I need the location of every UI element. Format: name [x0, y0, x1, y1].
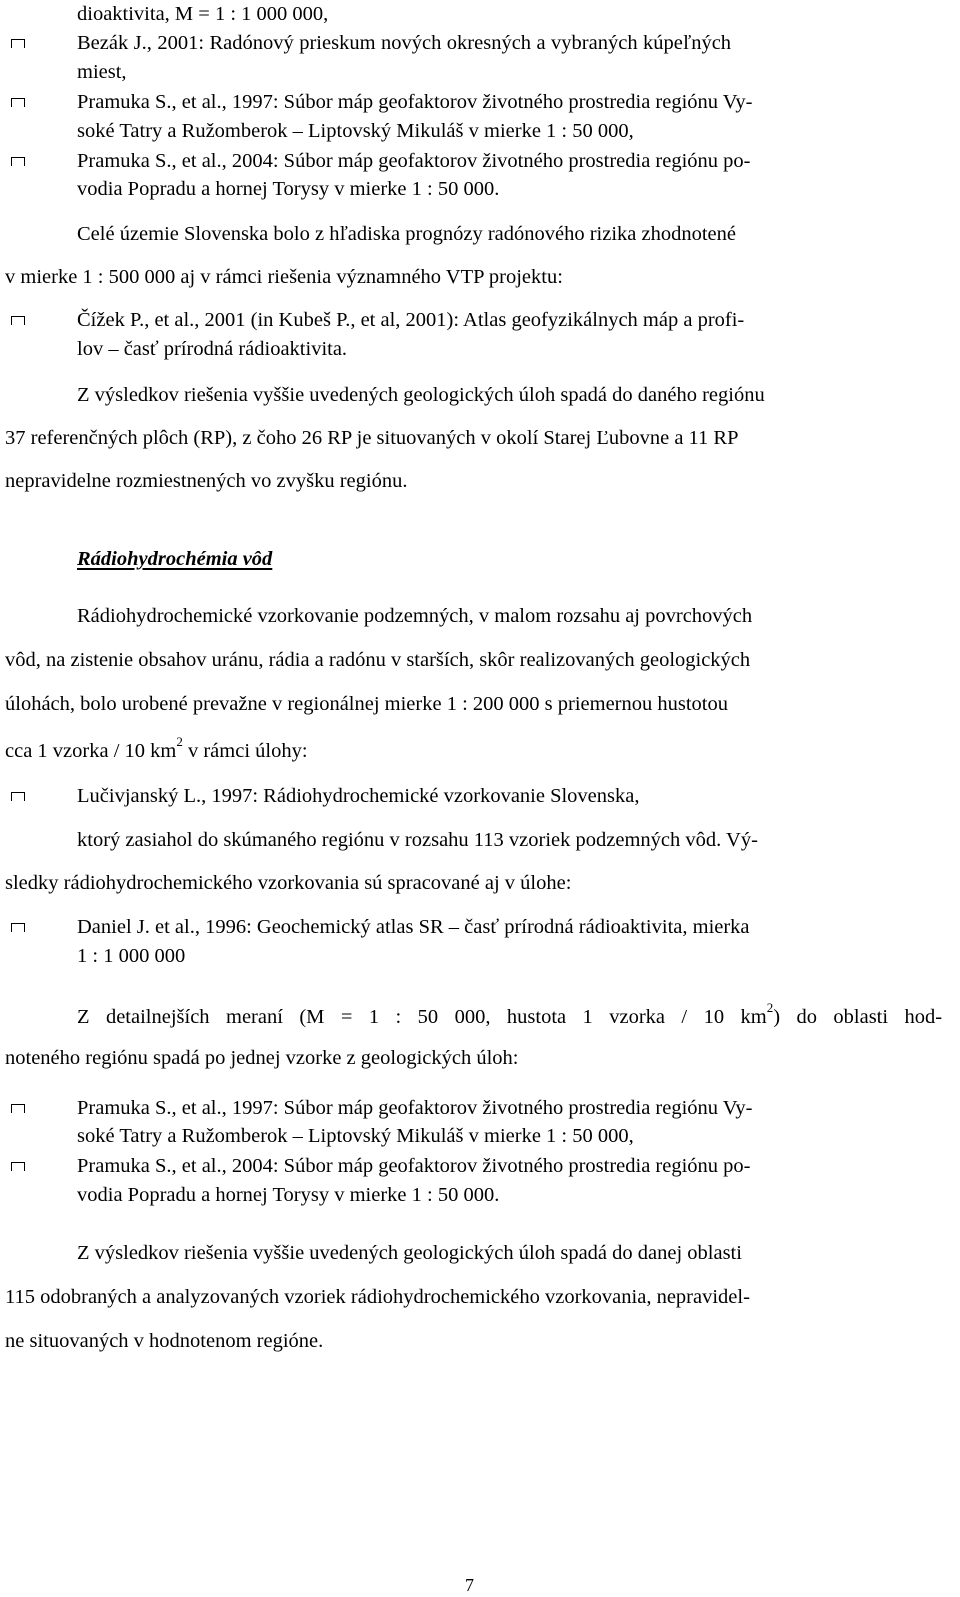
- text-line: Pramuka S., et al., 1997: Súbor máp geofaktorov životného prostredia regiónu Vy-: [77, 91, 753, 113]
- text-line: 1 : 1 000 000: [77, 945, 186, 967]
- text-line: [5, 734, 308, 762]
- page-number: 7: [465, 1575, 474, 1595]
- text-line: v mierke 1 : 500 000 aj v rámci riešenia významného VTP projektu:: [5, 266, 563, 288]
- text-line: 37 referenčných plôch (RP), z čoho 26 RP je situovaných v okolí Starej Ľubovne a 11 RP: [5, 427, 739, 449]
- bullet-box-icon: [11, 316, 25, 325]
- text-span: Z detailnejších meraní (M = 1 : 50 000, hustota 1 vzorka / 10 km: [77, 1005, 767, 1028]
- bullet-box-icon: [11, 923, 25, 932]
- text-line: soké Tatry a Ružomberok – Liptovský Mikuláš v mierke 1 : 50 000,: [77, 120, 634, 142]
- text-line: Pramuka S., et al., 1997: Súbor máp geofaktorov životného prostredia regiónu Vy-: [77, 1097, 753, 1119]
- text-line: sledky rádiohydrochemického vzorkovania sú spracované aj v úlohe:: [5, 872, 572, 894]
- text-line: [77, 33, 939, 54]
- text-span: ) do oblasti hod-: [773, 1005, 943, 1028]
- text-line: vôd, na zistenie obsahov uránu, rádia a radónu v starších, skôr realizovaných geologických: [5, 649, 751, 671]
- bullet-box-icon: [11, 1162, 25, 1171]
- text-line: úlohách, bolo urobené prevažne v regionálnej mierke 1 : 200 000 s priemernou hustotou: [5, 693, 728, 715]
- text-line: ktorý zasiahol do skúmaného regiónu v rozsahu 113 vzoriek podzemných vôd. Vý-: [77, 829, 758, 851]
- text-line: 115 odobraných a analyzovaných vzoriek rádiohydrochemického vzorkovania, nepravidel-: [5, 1286, 750, 1308]
- bullet-box-icon: [11, 1104, 25, 1113]
- text-line: dioaktivita, M = 1 : 1 000 000,: [77, 3, 329, 25]
- text-line: Čížek P., et al., 2001 (in Kubeš P., et al, 2001): Atlas geofyzikálnych máp a profi-: [77, 309, 745, 331]
- text-line: miest,: [77, 61, 127, 83]
- bullet-box-icon: [11, 39, 25, 48]
- superscript: 2: [176, 734, 183, 749]
- paragraph-first-line: Rádiohydrochemické vzorkovanie podzemných, v malom rozsahu aj povrchových: [77, 605, 753, 627]
- bullet-box-icon: [11, 157, 25, 166]
- section-heading: Rádiohydrochémia vôd: [77, 548, 273, 570]
- text-line: vodia Popradu a hornej Torysy v mierke 1 : 50 000.: [77, 1184, 500, 1206]
- paragraph-first-line: [77, 1000, 943, 1028]
- text-line: vodia Popradu a hornej Torysy v mierke 1 : 50 000.: [77, 178, 500, 200]
- bullet-box-icon: [11, 792, 25, 801]
- text-span: Bezák J., 2001: Radónový prieskum nových okresných a vybraných kúpeľných: [77, 32, 732, 54]
- text-line: soké Tatry a Ružomberok – Liptovský Mikuláš v mierke 1 : 50 000,: [77, 1125, 634, 1147]
- text-span: cca 1 vzorka / 10 km: [5, 739, 177, 762]
- paragraph-first-line: Z výsledkov riešenia vyššie uvedených geologických úloh spadá do daného regiónu: [77, 384, 765, 406]
- text-line: ne situovaných v hodnotenom regióne.: [5, 1330, 324, 1352]
- superscript: 2: [766, 1000, 774, 1015]
- text-line: Pramuka S., et al., 2004: Súbor máp geofaktorov životného prostredia regiónu po-: [77, 150, 751, 172]
- text-span: v rámci úlohy:: [182, 739, 308, 762]
- text-line: noteného regiónu spadá po jednej vzorke z geologických úloh:: [5, 1047, 519, 1069]
- text-line: Daniel J. et al., 1996: Geochemický atlas SR – časť prírodná rádioaktivita, mierka: [77, 916, 750, 938]
- text-line: nepravidelne rozmiestnených vo zvyšku regiónu.: [5, 470, 408, 492]
- paragraph-first-line: Z výsledkov riešenia vyššie uvedených geologických úloh spadá do danej oblasti: [77, 1242, 742, 1264]
- paragraph-first-line: Celé územie Slovenska bolo z hľadiska prognózy radónového rizika zhodnotené: [77, 223, 737, 245]
- text-line: Pramuka S., et al., 2004: Súbor máp geofaktorov životného prostredia regiónu po-: [77, 1155, 751, 1177]
- bullet-box-icon: [11, 98, 25, 107]
- text-line: lov – časť prírodná rádioaktivita.: [77, 338, 348, 360]
- text-line: Lučivjanský L., 1997: Rádiohydrochemické vzorkovanie Slovenska,: [77, 785, 640, 807]
